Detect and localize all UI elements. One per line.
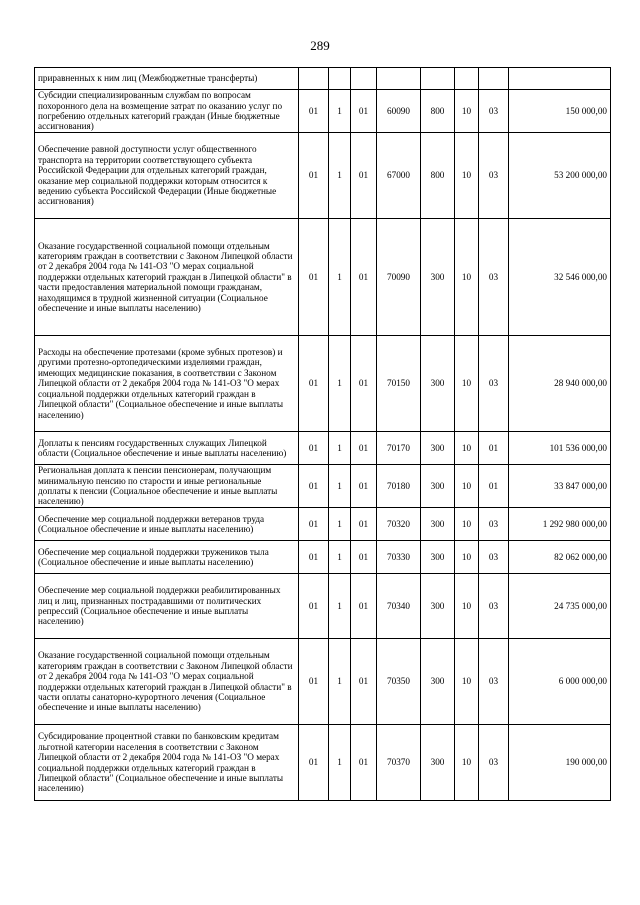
- row-code-7: 03: [479, 219, 509, 336]
- row-code-1: 01: [299, 541, 329, 574]
- row-code-5: 300: [421, 725, 455, 801]
- row-code-4: 70340: [377, 574, 421, 639]
- table-row: [35, 219, 611, 336]
- row-description: Субсидирование процентной ставки по банковским кредитам льготной категории населения в соответствии с Законом Липецкой области от 2 декабря 2004 года № 141-ОЗ "О мерах социальной поддержки отдельных категорий граждан в Липецкой области" (Социальное обеспечение и иные выплаты населению): [35, 725, 299, 801]
- table-row: [35, 541, 611, 574]
- row-code-2: 1: [329, 639, 351, 725]
- row-description: Доплаты к пенсиям государственных служащих Липецкой области (Социальное обеспечение и иные выплаты населению): [35, 432, 299, 465]
- table-row: [35, 508, 611, 541]
- row-code-3: 01: [351, 508, 377, 541]
- row-code-1: 01: [299, 508, 329, 541]
- row-code-2: 1: [329, 133, 351, 219]
- row-code-7: 03: [479, 541, 509, 574]
- row-code-1: 01: [299, 432, 329, 465]
- row-code-7: 03: [479, 133, 509, 219]
- row-code-6: 10: [455, 508, 479, 541]
- row-code-2: 1: [329, 219, 351, 336]
- row-code-2: 1: [329, 541, 351, 574]
- budget-table-body: [35, 68, 611, 801]
- row-code-4: 70320: [377, 508, 421, 541]
- page-number: 289: [310, 38, 330, 53]
- row-code-5: 800: [421, 133, 455, 219]
- row-amount: 150 000,00: [509, 90, 611, 133]
- row-code-7: 03: [479, 639, 509, 725]
- row-code-4: 70170: [377, 432, 421, 465]
- row-amount: 24 735 000,00: [509, 574, 611, 639]
- row-code-6: [455, 68, 479, 90]
- budget-table: [34, 67, 611, 801]
- row-code-7: 03: [479, 90, 509, 133]
- table-row: [35, 68, 611, 90]
- row-description: Оказание государственной социальной помощи отдельным категориям граждан в соответствии с Законом Липецкой области от 2 декабря 2004 года № 141-ОЗ "О мерах социальной поддержки отдельных категорий граждан в Липецкой области" в части оплаты санаторно-курортного лечения (Социальное обеспечение и иные выплаты населению): [35, 639, 299, 725]
- row-code-3: [351, 68, 377, 90]
- row-code-1: [299, 68, 329, 90]
- table-row: [35, 432, 611, 465]
- row-code-5: 300: [421, 574, 455, 639]
- row-code-2: 1: [329, 465, 351, 508]
- row-code-6: 10: [455, 574, 479, 639]
- row-code-4: 60090: [377, 90, 421, 133]
- row-code-4: 70350: [377, 639, 421, 725]
- row-code-2: 1: [329, 336, 351, 432]
- row-code-3: 01: [351, 90, 377, 133]
- row-code-4: 70150: [377, 336, 421, 432]
- row-code-2: 1: [329, 508, 351, 541]
- row-description: приравненных к ним лиц (Межбюджетные трансферты): [35, 68, 299, 90]
- row-code-5: 300: [421, 508, 455, 541]
- row-amount: 82 062 000,00: [509, 541, 611, 574]
- row-code-4: 70330: [377, 541, 421, 574]
- row-code-1: 01: [299, 336, 329, 432]
- row-code-6: 10: [455, 133, 479, 219]
- row-code-7: [479, 68, 509, 90]
- row-code-6: 10: [455, 541, 479, 574]
- row-code-3: 01: [351, 639, 377, 725]
- table-row: [35, 725, 611, 801]
- row-code-1: 01: [299, 639, 329, 725]
- row-code-7: 03: [479, 725, 509, 801]
- row-code-1: 01: [299, 725, 329, 801]
- row-amount: 6 000 000,00: [509, 639, 611, 725]
- table-row: [35, 336, 611, 432]
- row-code-2: 1: [329, 432, 351, 465]
- row-code-7: 03: [479, 508, 509, 541]
- row-code-1: 01: [299, 465, 329, 508]
- row-code-6: 10: [455, 639, 479, 725]
- row-amount: 53 200 000,00: [509, 133, 611, 219]
- row-code-6: 10: [455, 336, 479, 432]
- row-code-5: 300: [421, 432, 455, 465]
- row-code-4: [377, 68, 421, 90]
- row-code-1: 01: [299, 574, 329, 639]
- row-code-3: 01: [351, 574, 377, 639]
- row-code-3: 01: [351, 336, 377, 432]
- table-row: [35, 465, 611, 508]
- row-amount: 28 940 000,00: [509, 336, 611, 432]
- row-code-1: 01: [299, 90, 329, 133]
- row-code-4: 70090: [377, 219, 421, 336]
- row-description: Региональная доплата к пенсии пенсионерам, получающим минимальную пенсию по старости и иные региональные доплаты к пенсии (Социальное обеспечение и иные выплаты населению): [35, 465, 299, 508]
- row-code-7: 03: [479, 574, 509, 639]
- row-code-3: 01: [351, 541, 377, 574]
- row-code-3: 01: [351, 465, 377, 508]
- row-description: Субсидии специализированным службам по вопросам похоронного дела на возмещение затрат по оказанию услуг по погребению отдельных категорий граждан (Иные бюджетные ассигнования): [35, 90, 299, 133]
- row-code-4: 67000: [377, 133, 421, 219]
- row-amount: 1 292 980 000,00: [509, 508, 611, 541]
- row-code-2: [329, 68, 351, 90]
- row-code-6: 10: [455, 725, 479, 801]
- row-code-2: 1: [329, 90, 351, 133]
- row-code-6: 10: [455, 219, 479, 336]
- row-code-6: 10: [455, 432, 479, 465]
- row-amount: 32 546 000,00: [509, 219, 611, 336]
- row-code-7: 01: [479, 465, 509, 508]
- row-code-5: 300: [421, 541, 455, 574]
- row-code-4: 70370: [377, 725, 421, 801]
- row-code-7: 03: [479, 336, 509, 432]
- row-code-5: 300: [421, 639, 455, 725]
- row-amount: 101 536 000,00: [509, 432, 611, 465]
- table-row: [35, 90, 611, 133]
- row-code-5: 800: [421, 90, 455, 133]
- row-code-6: 10: [455, 90, 479, 133]
- row-code-7: 01: [479, 432, 509, 465]
- row-code-3: 01: [351, 725, 377, 801]
- row-code-4: 70180: [377, 465, 421, 508]
- row-code-5: [421, 68, 455, 90]
- row-code-1: 01: [299, 133, 329, 219]
- row-code-2: 1: [329, 574, 351, 639]
- row-code-3: 01: [351, 219, 377, 336]
- row-code-3: 01: [351, 432, 377, 465]
- row-amount: 190 000,00: [509, 725, 611, 801]
- row-amount: 33 847 000,00: [509, 465, 611, 508]
- row-code-3: 01: [351, 133, 377, 219]
- row-code-5: 300: [421, 465, 455, 508]
- row-description: Расходы на обеспечение протезами (кроме зубных протезов) и другими протезно-ортопедическими изделиями граждан, имеющих медицинские показания, в соответствии с Законом Липецкой области от 2 декабря 2004 года № 141-ОЗ "О мерах социальной поддержки отдельных категорий граждан в Липецкой области" (Социальное обеспечение и иные выплаты населению): [35, 336, 299, 432]
- table-row: [35, 574, 611, 639]
- row-code-5: 300: [421, 336, 455, 432]
- row-description: Обеспечение мер социальной поддержки реабилитированных лиц и лиц, признанных пострадавшими от политических репрессий (Социальное обеспечение и иные выплаты населению): [35, 574, 299, 639]
- row-description: Обеспечение мер социальной поддержки тружеников тыла (Социальное обеспечение и иные выплаты населению): [35, 541, 299, 574]
- table-row: [35, 639, 611, 725]
- row-description: Обеспечение равной доступности услуг общественного транспорта на территории соответствующего субъекта Российской Федерации для отдельных категорий граждан, оказание мер социальной поддержки которым относится к ведению субъекта Российской Федерации (Иные бюджетные ассигнования): [35, 133, 299, 219]
- row-code-5: 300: [421, 219, 455, 336]
- table-row: [35, 133, 611, 219]
- row-code-6: 10: [455, 465, 479, 508]
- row-description: Оказание государственной социальной помощи отдельным категориям граждан в соответствии с Законом Липецкой области от 2 декабря 2004 года № 141-ОЗ "О мерах социальной поддержки отдельных категорий граждан в Липецкой области" в части предоставления материальной помощи гражданам, находящимся в трудной жизненной ситуации (Социальное обеспечение и иные выплаты населению): [35, 219, 299, 336]
- row-description: Обеспечение мер социальной поддержки ветеранов труда (Социальное обеспечение и иные выплаты населению): [35, 508, 299, 541]
- row-code-2: 1: [329, 725, 351, 801]
- row-code-1: 01: [299, 219, 329, 336]
- row-amount: [509, 68, 611, 90]
